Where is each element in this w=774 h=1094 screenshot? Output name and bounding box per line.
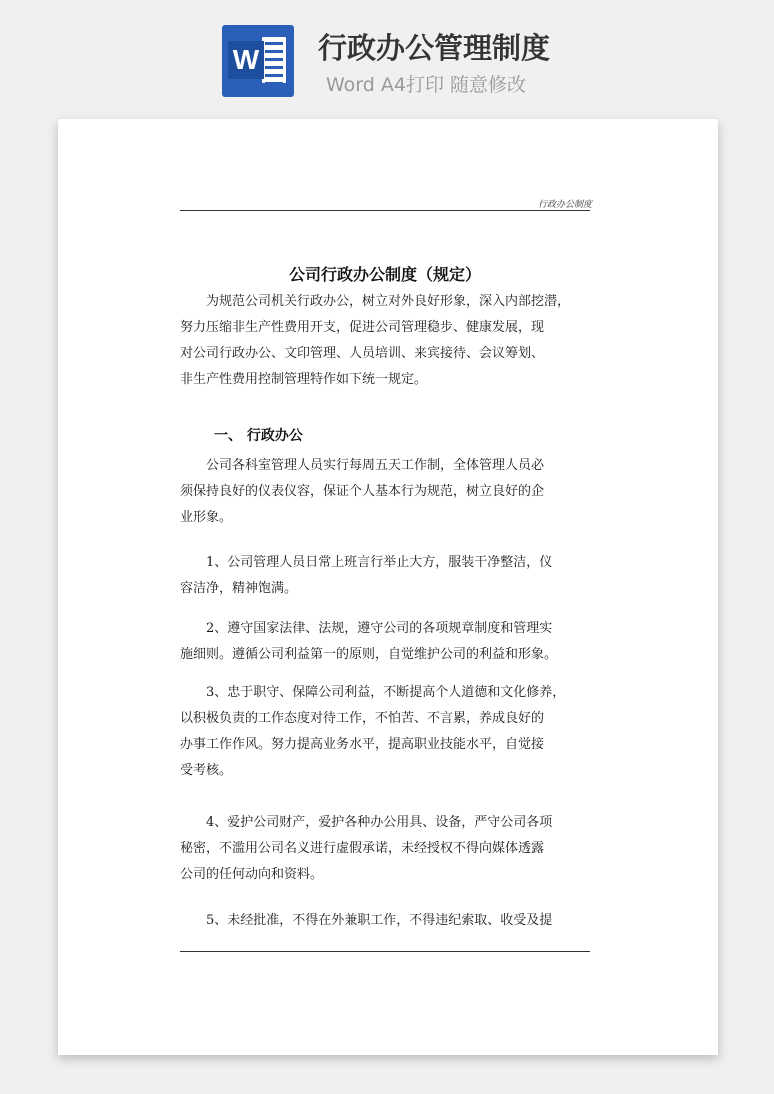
text-line: 为规范公司机关行政办公，树立对外良好形象，深入内部挖潜， xyxy=(206,294,571,309)
text-line: 容洁净，精神饱满。 xyxy=(180,581,298,596)
banner-subtitle: Word A4打印 随意修改 xyxy=(326,74,527,96)
section-heading: 一、 行政办公 xyxy=(214,428,303,444)
text-line: 办事工作作风。努力提高业务水平，提高职业技能水平，自觉接 xyxy=(180,737,545,752)
text-line: 受考核。 xyxy=(180,763,233,778)
text-line: 非生产性费用控制管理特作如下统一规定。 xyxy=(180,372,428,387)
footer-rule xyxy=(180,951,590,952)
text-line: 4、爱护公司财产，爱护各种办公用具、设备，严守公司各项 xyxy=(206,815,553,830)
text-line: 努力压缩非生产性费用开支，促进公司管理稳步、健康发展，现 xyxy=(180,320,545,335)
text-line: 公司各科室管理人员实行每周五天工作制，全体管理人员必 xyxy=(206,458,545,473)
text-line: 以积极负责的工作态度对待工作，不怕苦、不言累，养成良好的 xyxy=(180,711,545,726)
word-icon xyxy=(222,25,294,97)
document-lines-icon xyxy=(262,37,286,83)
general-paragraph xyxy=(180,453,590,531)
text-line: 3、忠于职守、保障公司利益，不断提高个人道德和文化修养， xyxy=(206,685,566,700)
text-line: 秘密，不滥用公司名义进行虚假承诺，未经授权不得向媒体透露 xyxy=(180,841,545,856)
item-1-paragraph xyxy=(180,550,590,602)
text-line: 公司的任何动向和资料。 xyxy=(180,867,324,882)
text-line: 2、遵守国家法律、法规，遵守公司的各项规章制度和管理实 xyxy=(206,621,553,636)
word-letter-badge: W xyxy=(228,41,264,79)
document-title: 公司行政办公制度（规定） xyxy=(288,265,481,284)
text-line: 5、未经批准，不得在外兼职工作，不得违纪索取、收受及提 xyxy=(206,913,553,928)
intro-paragraph xyxy=(180,289,590,393)
page-header-text: 行政办公制度 xyxy=(537,200,592,210)
header-rule xyxy=(180,210,590,211)
item-3-paragraph xyxy=(180,680,590,784)
text-line: 业形象。 xyxy=(180,510,233,525)
item-5-paragraph xyxy=(180,908,590,934)
banner xyxy=(0,0,774,110)
document-page xyxy=(58,119,718,1055)
text-line: 对公司行政办公、文印管理、人员培训、来宾接待、会议筹划、 xyxy=(180,346,545,361)
item-4-paragraph xyxy=(180,810,590,888)
text-line: 1、公司管理人员日常上班言行举止大方，服装干净整洁，仪 xyxy=(206,555,553,570)
text-line: 施细则。遵循公司利益第一的原则，自觉维护公司的利益和形象。 xyxy=(180,647,558,662)
text-line: 须保持良好的仪表仪容，保证个人基本行为规范，树立良好的企 xyxy=(180,484,545,499)
banner-title: 行政办公管理制度 xyxy=(318,31,551,65)
item-2-paragraph xyxy=(180,616,590,668)
